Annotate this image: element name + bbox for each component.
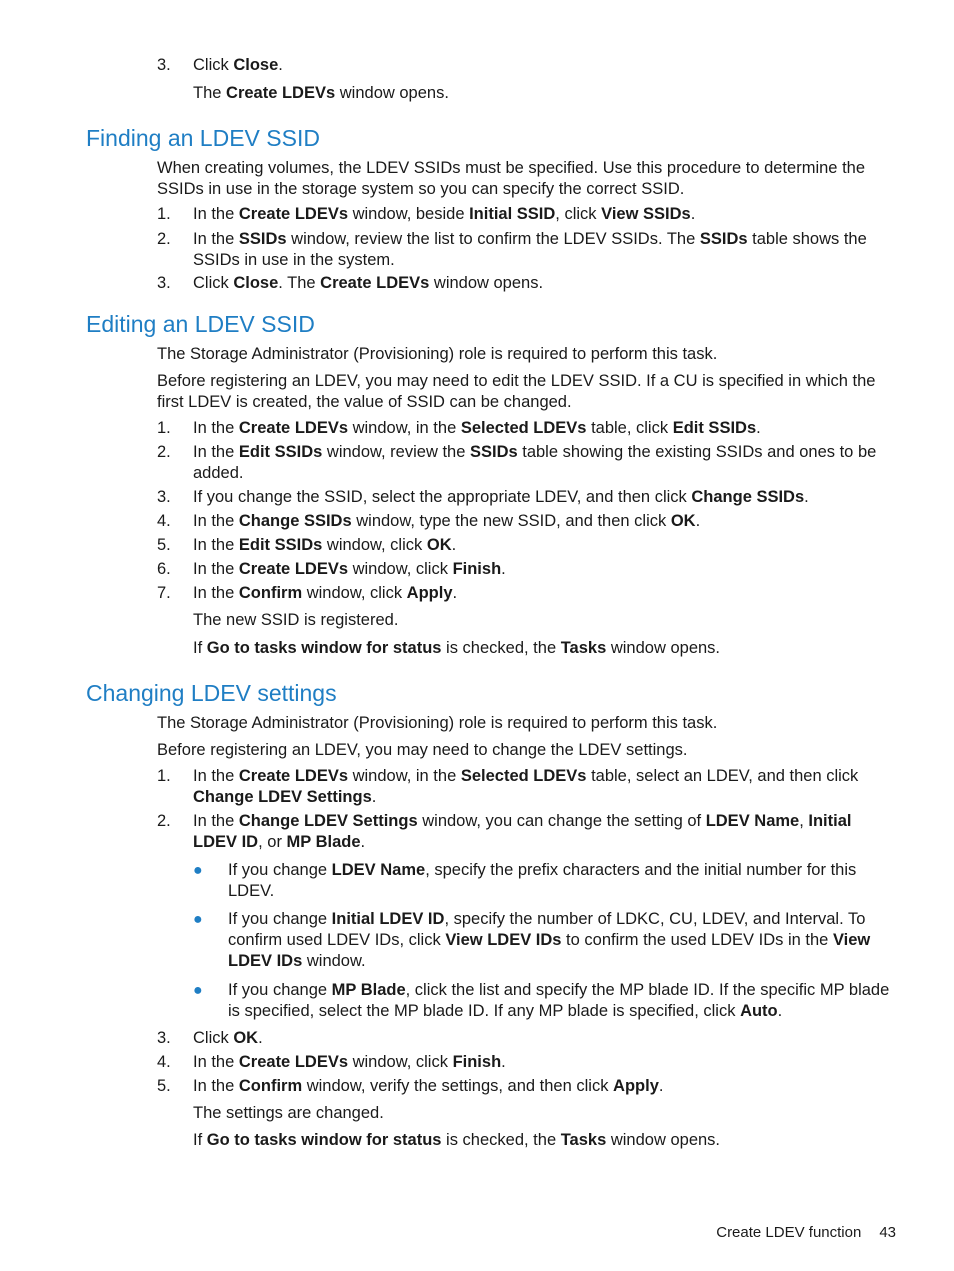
- ui-term: Change SSIDs: [691, 488, 805, 506]
- ui-term: SSIDs: [238, 230, 287, 248]
- step-number: 5.: [157, 536, 171, 554]
- text-run: table showing the existing SSIDs and ones to be added.: [193, 443, 877, 482]
- tasks-note: [193, 1130, 897, 1151]
- text-run: window, verify the settings, and then click: [302, 1077, 614, 1095]
- step-number: 4.: [157, 512, 171, 530]
- text-run: table, click: [586, 419, 673, 437]
- text-run: , specify the number of LDKC, CU, LDEV, and Interval. To confirm used LDEV IDs, click: [228, 910, 866, 949]
- text-run: .: [690, 205, 696, 223]
- ui-term: Change SSIDs: [238, 512, 352, 530]
- ui-term: Selected LDEVs: [460, 419, 587, 437]
- text-run: .: [777, 1002, 783, 1020]
- text-run: is checked, the: [441, 639, 561, 657]
- step-result: [193, 83, 897, 104]
- ui-term: Confirm: [238, 584, 303, 602]
- ui-term: Apply: [406, 584, 453, 602]
- ui-term: OK: [426, 536, 452, 554]
- step-number: 3.: [157, 56, 171, 74]
- ui-term: Tasks: [560, 639, 607, 657]
- ui-term: Close: [233, 56, 279, 74]
- ui-term: Finish: [452, 1053, 502, 1071]
- bullet-text: [228, 980, 897, 1022]
- paragraph: The Storage Administrator (Provisioning) role is required to perform this task.: [157, 345, 718, 363]
- ui-term: Confirm: [238, 1077, 303, 1095]
- text-run: , specify the prefix characters and the initial number for this LDEV.: [228, 861, 857, 900]
- bullet-text: [228, 860, 897, 902]
- ui-term: Selected LDEVs: [460, 767, 587, 785]
- text-run: window opens.: [335, 84, 449, 102]
- text-run: window, review the list to confirm the LDEV SSIDs. The: [286, 230, 700, 248]
- text-run: window, click: [348, 1053, 453, 1071]
- step-text: [193, 766, 897, 808]
- step-item: [157, 535, 897, 556]
- text-run: table, select an LDEV, and then click: [586, 767, 859, 785]
- text-run: In the: [193, 767, 239, 785]
- text-run: window opens.: [606, 639, 721, 657]
- ui-term: SSIDs: [469, 443, 518, 461]
- text-run: , or: [258, 833, 287, 851]
- step-number: 4.: [157, 1053, 171, 1071]
- text-run: If you change: [228, 910, 332, 928]
- bullet-icon: ●: [193, 862, 203, 879]
- text-run: to confirm the used LDEV IDs in the: [561, 931, 833, 949]
- ui-term: View SSIDs: [601, 205, 691, 223]
- step-item: [157, 1028, 897, 1049]
- ui-term: Edit SSIDs: [238, 536, 323, 554]
- text-run: In the: [193, 230, 239, 248]
- step-item: [157, 1076, 897, 1097]
- ui-term: Change LDEV Settings: [238, 812, 418, 830]
- step-text: [193, 535, 897, 556]
- paragraph: Before registering an LDEV, you may need to edit the LDEV SSID. If a CU is specified in which the first LDEV is created, the value of SSID can be changed.: [157, 372, 876, 411]
- step-text: [193, 1052, 897, 1073]
- step-item: [157, 766, 897, 808]
- section-heading-finding: Finding an LDEV SSID: [86, 125, 320, 151]
- text-run: window, you can change the setting of: [417, 812, 706, 830]
- step-text: [193, 1028, 897, 1049]
- page-number: 43: [879, 1224, 896, 1241]
- text-run: In the: [193, 536, 239, 554]
- ui-term: Initial SSID: [469, 205, 556, 223]
- text-run: .: [756, 419, 761, 437]
- ui-term: SSIDs: [699, 230, 748, 248]
- text-run: If you change: [228, 861, 332, 879]
- ui-term: Auto: [740, 1002, 778, 1020]
- step-result: The settings are changed.: [193, 1104, 384, 1122]
- ui-term: Create LDEVs: [238, 560, 349, 578]
- text-run: The: [193, 84, 227, 102]
- ui-term: Close: [233, 274, 279, 292]
- step-item: [157, 811, 897, 853]
- ui-term: Go to tasks window for status: [206, 639, 442, 657]
- ui-term: Create LDEVs: [320, 274, 430, 292]
- step-number: 3.: [157, 1029, 171, 1047]
- paragraph: The Storage Administrator (Provisioning) role is required to perform this task.: [157, 714, 718, 732]
- ui-term: LDEV Name: [705, 812, 800, 830]
- step-item: [157, 55, 897, 76]
- section-heading-editing: Editing an LDEV SSID: [86, 311, 315, 337]
- text-run: .: [278, 56, 283, 74]
- text-run: .: [501, 560, 506, 578]
- step-item: [157, 204, 897, 225]
- ui-term: View LDEV IDs: [445, 931, 562, 949]
- text-run: If: [193, 639, 207, 657]
- paragraph: When creating volumes, the LDEV SSIDs must be specified. Use this procedure to determine the SSIDs in use in the storage system so you can specify the correct SSID.: [157, 159, 866, 198]
- step-text: [193, 559, 897, 580]
- ui-term: MP Blade: [286, 833, 361, 851]
- step-item: [157, 559, 897, 580]
- ui-term: Change LDEV Settings: [193, 788, 372, 806]
- step-item: [157, 442, 897, 484]
- step-text: [193, 273, 897, 294]
- step-text: [193, 204, 897, 225]
- text-run: window, review the: [322, 443, 470, 461]
- step-item: [157, 1052, 897, 1073]
- bullet-icon: ●: [193, 911, 203, 928]
- step-number: 2.: [157, 812, 171, 830]
- text-run: window opens.: [606, 1131, 721, 1149]
- step-number: 1.: [157, 767, 171, 785]
- step-number: 2.: [157, 230, 171, 248]
- ui-term: Initial LDEV ID: [193, 812, 852, 851]
- text-run: In the: [193, 205, 239, 223]
- ui-term: OK: [670, 512, 696, 530]
- text-run: If: [193, 1131, 207, 1149]
- text-run: In the: [193, 512, 239, 530]
- ui-term: MP Blade: [331, 981, 406, 999]
- text-run: is checked, the: [441, 1131, 561, 1149]
- text-run: If you change the SSID, select the appropriate LDEV, and then click: [193, 488, 692, 506]
- step-item: [157, 487, 897, 508]
- step-text: [193, 1076, 897, 1097]
- bullet-icon: ●: [193, 982, 203, 999]
- step-text: [193, 442, 897, 484]
- text-run: window opens.: [429, 274, 544, 292]
- section-heading-changing: Changing LDEV settings: [86, 680, 337, 706]
- text-run: , click the list and specify the MP blade ID. If the specific MP blade is specified, select the MP blade ID. If any MP blade is specified, click: [228, 981, 890, 1020]
- ui-term: Edit SSIDs: [238, 443, 323, 461]
- text-run: ,: [799, 812, 809, 830]
- step-item: [157, 229, 897, 271]
- step-number: 7.: [157, 584, 171, 602]
- step-item: [157, 273, 897, 294]
- text-run: window, in the: [348, 419, 461, 437]
- ui-term: Finish: [452, 560, 502, 578]
- ui-term: Initial LDEV ID: [331, 910, 445, 928]
- text-run: , click: [555, 205, 602, 223]
- step-text: [193, 55, 897, 76]
- ui-term: Create LDEVs: [238, 419, 349, 437]
- text-run: .: [695, 512, 701, 530]
- text-run: .: [360, 833, 366, 851]
- text-run: window, in the: [348, 767, 461, 785]
- text-run: In the: [193, 812, 239, 830]
- text-run: In the: [193, 1053, 239, 1071]
- step-text: [193, 511, 897, 532]
- ui-term: Edit SSIDs: [672, 419, 757, 437]
- step-number: 3.: [157, 488, 171, 506]
- text-run: .: [451, 536, 457, 554]
- text-run: . The: [278, 274, 321, 292]
- page-footer: [600, 1222, 896, 1243]
- step-item: [157, 418, 897, 439]
- text-run: In the: [193, 1077, 239, 1095]
- text-run: window, click: [348, 560, 453, 578]
- step-text: [193, 487, 897, 508]
- ui-term: Apply: [613, 1077, 659, 1095]
- text-run: Click: [193, 1029, 234, 1047]
- text-run: window, type the new SSID, and then click: [351, 512, 671, 530]
- text-run: Click: [193, 274, 234, 292]
- bullet-item: [193, 980, 897, 1022]
- text-run: .: [371, 788, 377, 806]
- text-run: .: [258, 1029, 263, 1047]
- step-text: [193, 811, 897, 853]
- text-run: window, click: [302, 584, 407, 602]
- footer-section-title: Create LDEV function: [716, 1224, 862, 1241]
- step-text: [193, 229, 897, 271]
- bullet-text: [228, 909, 897, 972]
- text-run: window, click: [322, 536, 427, 554]
- bullet-item: [193, 860, 897, 902]
- text-run: Click: [193, 56, 234, 74]
- text-run: In the: [193, 419, 239, 437]
- text-run: .: [804, 488, 809, 506]
- tasks-note: [193, 638, 897, 659]
- step-number: 6.: [157, 560, 171, 578]
- step-number: 2.: [157, 443, 171, 461]
- text-run: .: [452, 584, 458, 602]
- ui-term: Create LDEVs: [238, 205, 349, 223]
- step-text: [193, 583, 897, 604]
- ui-term: Create LDEVs: [238, 1053, 349, 1071]
- text-run: window.: [302, 952, 366, 970]
- ui-term: LDEV Name: [331, 861, 426, 879]
- text-run: In the: [193, 584, 239, 602]
- text-run: If you change: [228, 981, 332, 999]
- ui-term: Tasks: [560, 1131, 607, 1149]
- step-number: 3.: [157, 274, 171, 292]
- step-number: 1.: [157, 419, 171, 437]
- ui-term: Create LDEVs: [226, 84, 336, 102]
- text-run: .: [501, 1053, 506, 1071]
- text-run: table shows the SSIDs in use in the system.: [193, 230, 867, 269]
- step-text: [193, 418, 897, 439]
- step-item: [157, 511, 897, 532]
- paragraph: Before registering an LDEV, you may need to change the LDEV settings.: [157, 741, 688, 759]
- step-number: 1.: [157, 205, 171, 223]
- text-run: .: [658, 1077, 664, 1095]
- ui-term: Go to tasks window for status: [206, 1131, 442, 1149]
- step-result: The new SSID is registered.: [193, 611, 399, 629]
- text-run: In the: [193, 443, 239, 461]
- ui-term: View LDEV IDs: [228, 931, 871, 970]
- ui-term: Create LDEVs: [238, 767, 349, 785]
- step-item: [157, 583, 897, 604]
- text-run: window, beside: [348, 205, 470, 223]
- ui-term: OK: [233, 1029, 259, 1047]
- text-run: In the: [193, 560, 239, 578]
- step-number: 5.: [157, 1077, 171, 1095]
- bullet-item: [193, 909, 897, 972]
